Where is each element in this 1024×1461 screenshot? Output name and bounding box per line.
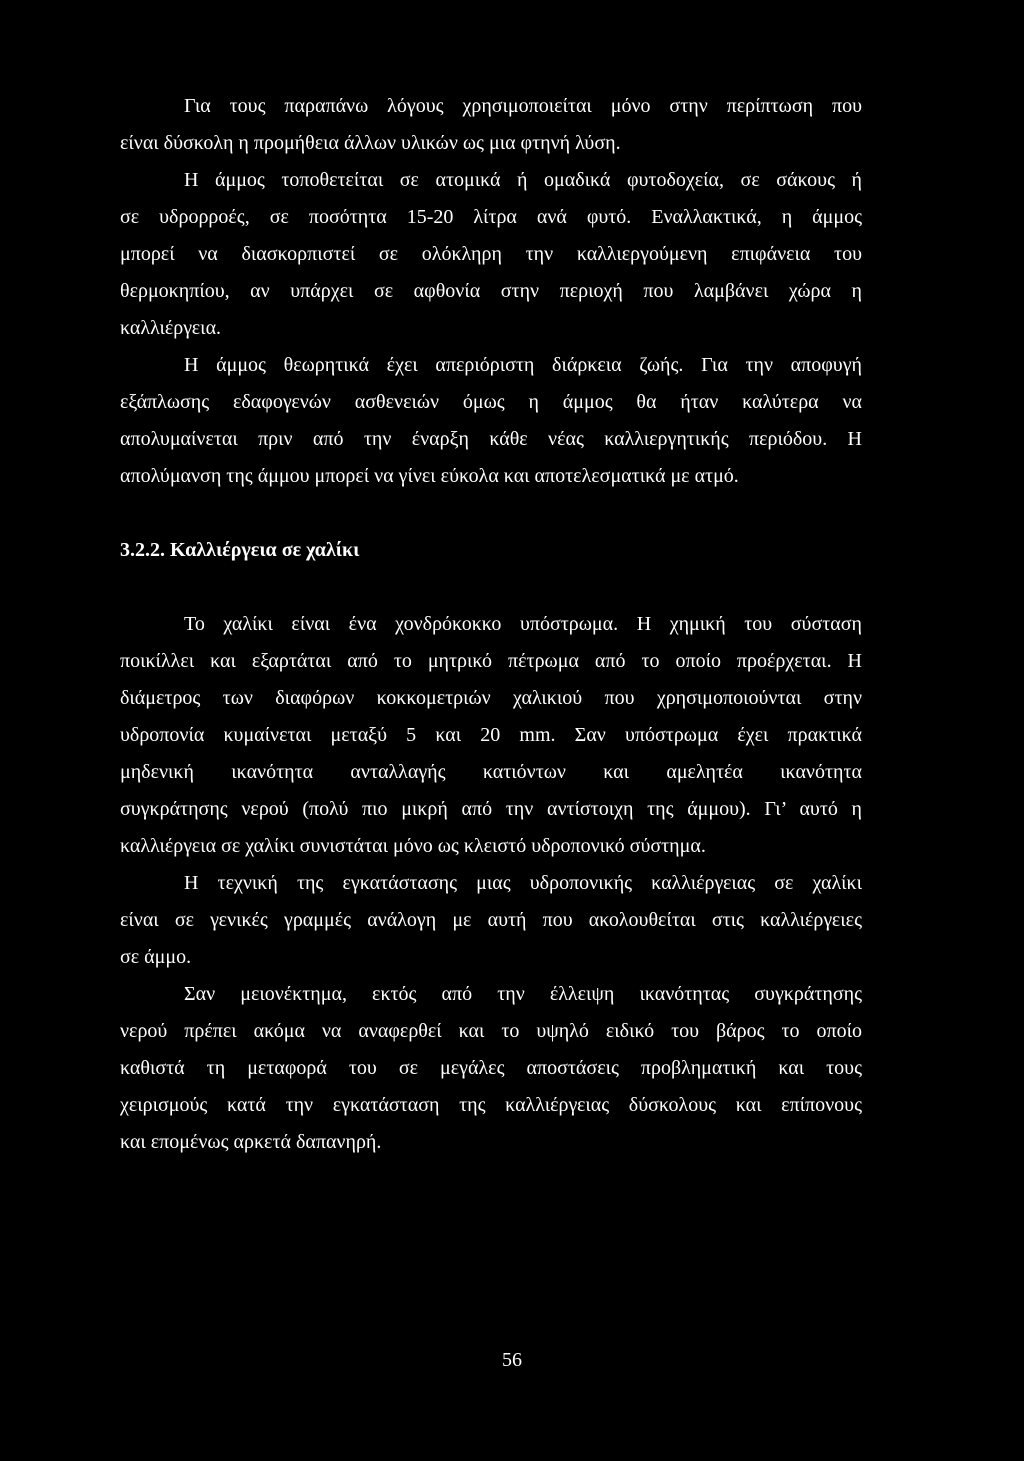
text-line: καλλιέργεια σε χαλίκι συνιστάται μόνο ως κλειστό υδροπονικό σύστημα. [120, 835, 706, 857]
text-line: καλλιέργεια. [120, 317, 222, 339]
text-line: Η άμμος θεωρητικά έχει απεριόριστη διάρκεια ζωής. Για την αποφυγή [184, 354, 862, 376]
text-line: εξάπλωσης εδαφογενών ασθενειών όμως η άμμος θα ήταν καλύτερα να [120, 391, 862, 413]
text-line: νερού πρέπει ακόμα να αναφερθεί και το υψηλό ειδικό του βάρος το οποίο [120, 1020, 862, 1042]
text-line: απολύμανση της άμμου μπορεί να γίνει εύκολα και αποτελεσματικά με ατμό. [120, 465, 739, 487]
spacer [120, 495, 862, 532]
text-line: και επομένως αρκετά δαπανηρή. [120, 1131, 382, 1153]
text-line: είναι δύσκολη η προμήθεια άλλων υλικών ως μια φτηνή λύση. [120, 132, 621, 154]
text-line: απολυμαίνεται πριν από την έναρξη κάθε νέας καλλιεργητικής περιόδου. Η [120, 428, 862, 450]
text-line: Σαν μειονέκτημα, εκτός από την έλλειψη ικανότητας συγκράτησης [184, 983, 862, 1005]
text-line: Η άμμος τοποθετείται σε ατομικά ή ομαδικά φυτοδοχεία, σε σάκους ή [184, 169, 862, 191]
document-body [120, 88, 862, 1161]
text-line: Για τους παραπάνω λόγους χρησιμοποιείται μόνο στην περίπτωση που [184, 95, 862, 117]
spacer [120, 569, 862, 606]
text-line: θερμοκηπίου, αν υπάρχει σε αφθονία στην περιοχή που λαμβάνει χώρα η [120, 280, 862, 302]
text-line: είναι σε γενικές γραμμές ανάλογη με αυτή που ακολουθείται στις καλλιέργειες [120, 909, 862, 931]
text-line: σε άμμο. [120, 946, 192, 968]
text-line: καθιστά τη μεταφορά του σε μεγάλες αποστάσεις προβληματική και τους [120, 1057, 862, 1079]
page-number: 56 [502, 1349, 522, 1371]
text-line: διάμετρος των διαφόρων κοκκομετριών χαλικιού που χρησιμοποιούνται στην [120, 687, 862, 709]
text-line: υδροπονία κυμαίνεται μεταξύ 5 και 20 mm. Σαν υπόστρωμα έχει πρακτικά [120, 724, 862, 746]
paragraph [120, 347, 862, 495]
paragraph [120, 976, 862, 1161]
section-heading: 3.2.2. Καλλιέργεια σε χαλίκι [120, 539, 360, 561]
text-line: χειρισμούς κατά την εγκατάσταση της καλλιέργειας δύσκολους και επίπονους [120, 1094, 862, 1116]
paragraph [120, 865, 862, 976]
text-line: σε υδρορροές, σε ποσότητα 15-20 λίτρα ανά φυτό. Εναλλακτικά, η άμμος [120, 206, 862, 228]
paragraph [120, 162, 862, 347]
paragraph [120, 88, 862, 162]
text-line: μπορεί να διασκορπιστεί σε ολόκληρη την καλλιεργούμενη επιφάνεια του [120, 243, 862, 265]
text-line: Το χαλίκι είναι ένα χονδρόκοκκο υπόστρωμα. Η χημική του σύσταση [184, 613, 862, 635]
text-line: μηδενική ικανότητα ανταλλαγής κατιόντων και αμελητέα ικανότητα [120, 761, 862, 783]
paragraph [120, 606, 862, 865]
text-line: συγκράτησης νερού (πολύ πιο μικρή από την αντίστοιχη της άμμου). Γι’ αυτό η [120, 798, 862, 820]
text-line: Η τεχνική της εγκατάστασης μιας υδροπονικής καλλιέργειας σε χαλίκι [184, 872, 862, 894]
text-line: ποικίλλει και εξαρτάται από το μητρικό πέτρωμα από το οποίο προέρχεται. Η [120, 650, 862, 672]
